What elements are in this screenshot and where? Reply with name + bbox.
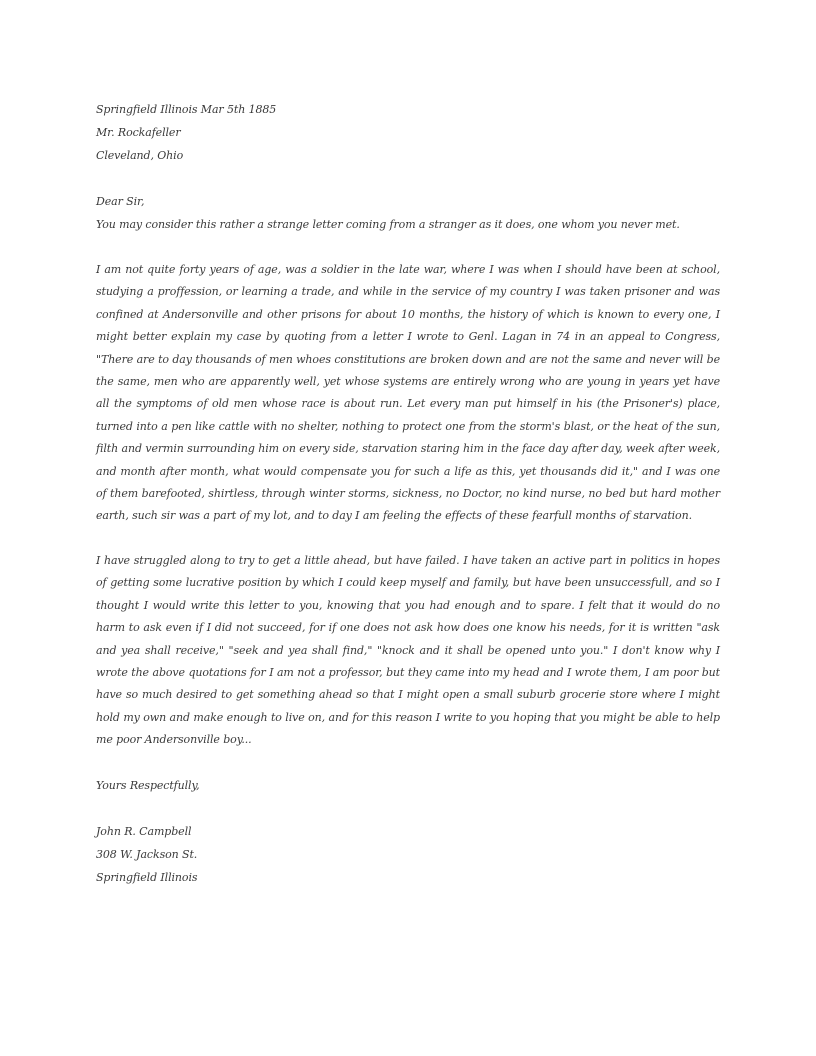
opening-line: You may consider this rather a strange letter coming from a stranger as it does, one whom you never met.	[96, 218, 680, 231]
recipient-name: Mr. Rockafeller	[96, 126, 181, 139]
signature-city: Springfield Illinois	[96, 870, 198, 884]
date-line: Springfield Illinois Mar 5th 1885	[96, 103, 277, 116]
signature-street: 308 W. Jackson St.	[96, 847, 198, 861]
recipient-address: Cleveland, Ohio	[96, 149, 184, 162]
letter-body	[96, 98, 720, 889]
paragraph-1: I am not quite forty years of age, was a soldier in the late war, where I was when I should have been at school, studying a proffession, or learning a trade, and while in the service of my country I was taken prisoner and was confined at Andersonville and other prisons for about 10 months, the history of which is known to every one, I might better explain my case by quoting from a letter I wrote to Genl. Lagan in 74 in an appeal to Congress, "There are to day thousands of men whoes constitutions are broken down and are not the same and never will be the same, men who are apparently well, yet whose systems are entirely wrong who are young in years yet have all the symptoms of old men whose race is about run. Let every man put himself in his (the Prisoner's) place, turned into a pen like cattle with no shelter, nothing to protect one from the storm's blast, or the heat of the sun, filth and vermin surrounding him on every side, starvation staring him in the face day after day, week after week, and month after month, what would compensate you for such a life as this, yet thousands did it," and I was one of them barefooted, shirtless, through winter storms, sickness, no Doctor, no kind nurse, no bed but hard mother earth, such sir was a part of my lot, and to day I am feeling the effects of these fearfull months of starvation.	[96, 263, 720, 523]
salutation: Dear Sir,	[96, 195, 145, 208]
signature-name: John R. Campbell	[96, 824, 192, 838]
closing: Yours Respectfully,	[96, 778, 200, 792]
paragraph-2: I have struggled along to try to get a little ahead, but have failed. I have taken an active part in politics in hopes of getting some lucrative position by which I could keep myself and family, but have been unsuccessfull, and so I thought I would write this letter to you, knowing that you had enough and to spare. I felt that it would do no harm to ask even if I did not succeed, for if one does not ask how does one know his needs, for it is written "ask and yea shall receive," "seek and yea shall find," "knock and it shall be opened unto you." I don't know why I wrote the above quotations for I am not a professor, but they came into my head and I wrote them, I am poor but have so much desired to get something ahead so that I might open a small suburb grocerie store where I might hold my own and make enough to live on, and for this reason I write to you hoping that you might be able to help me poor Andersonville boy...	[96, 553, 720, 747]
